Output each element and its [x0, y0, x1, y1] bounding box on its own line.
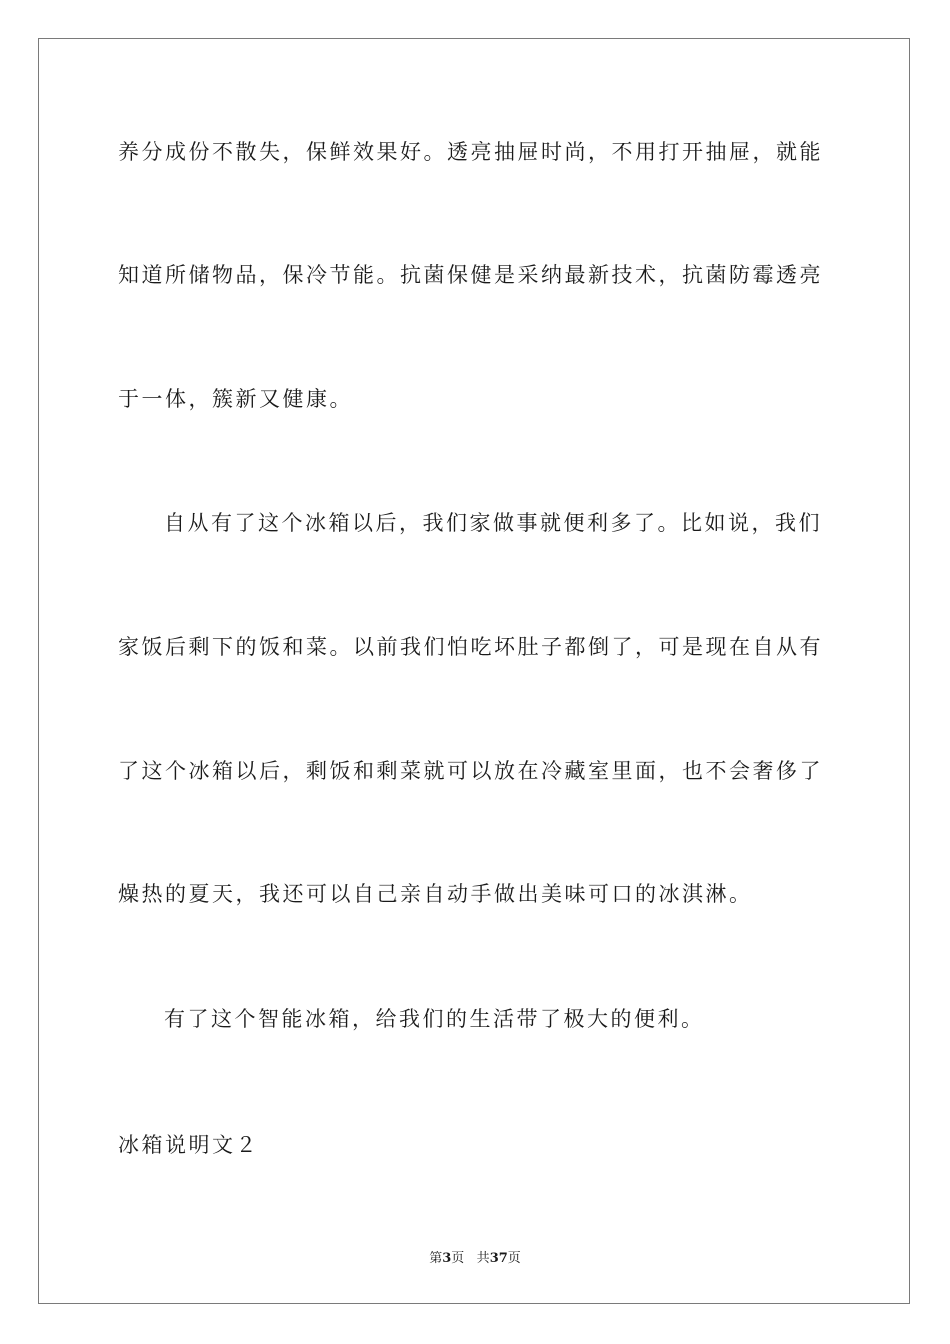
body-line-8: 有了这个智能冰箱，给我们的生活带了极大的便利。 [164, 1007, 705, 1031]
body-line-1: 养分成份不散失，保鲜效果好。透亮抽屉时尚，不用打开抽屉，就能 [118, 140, 823, 164]
page-suffix: 页 [451, 1251, 465, 1266]
body-line-2: 知道所储物品，保冷节能。抗菌保健是采纳最新技术，抗菌防霉透亮 [118, 263, 823, 287]
total-suffix: 页 [507, 1251, 521, 1266]
total-pages: 37 [489, 1251, 508, 1266]
section-heading: 冰箱说明文２ [118, 1133, 259, 1157]
page-prefix: 第 [429, 1251, 443, 1266]
body-line-6: 了这个冰箱以后，剩饭和剩菜就可以放在冷藏室里面，也不会奢侈了 [118, 759, 823, 783]
body-line-7: 燥热的夏天，我还可以自己亲自动手做出美味可口的冰淇淋。 [118, 882, 753, 906]
body-line-5: 家饭后剩下的饭和菜。以前我们怕吃坏肚子都倒了，可是现在自从有 [118, 635, 823, 659]
page-footer [0, 1247, 950, 1266]
body-line-4: 自从有了这个冰箱以后，我们家做事就便利多了。比如说，我们 [164, 511, 822, 535]
page-number: 3 [442, 1251, 452, 1266]
body-line-3: 于一体，簇新又健康。 [118, 387, 353, 411]
page-border [38, 38, 910, 1304]
total-prefix: 共 [476, 1251, 490, 1266]
